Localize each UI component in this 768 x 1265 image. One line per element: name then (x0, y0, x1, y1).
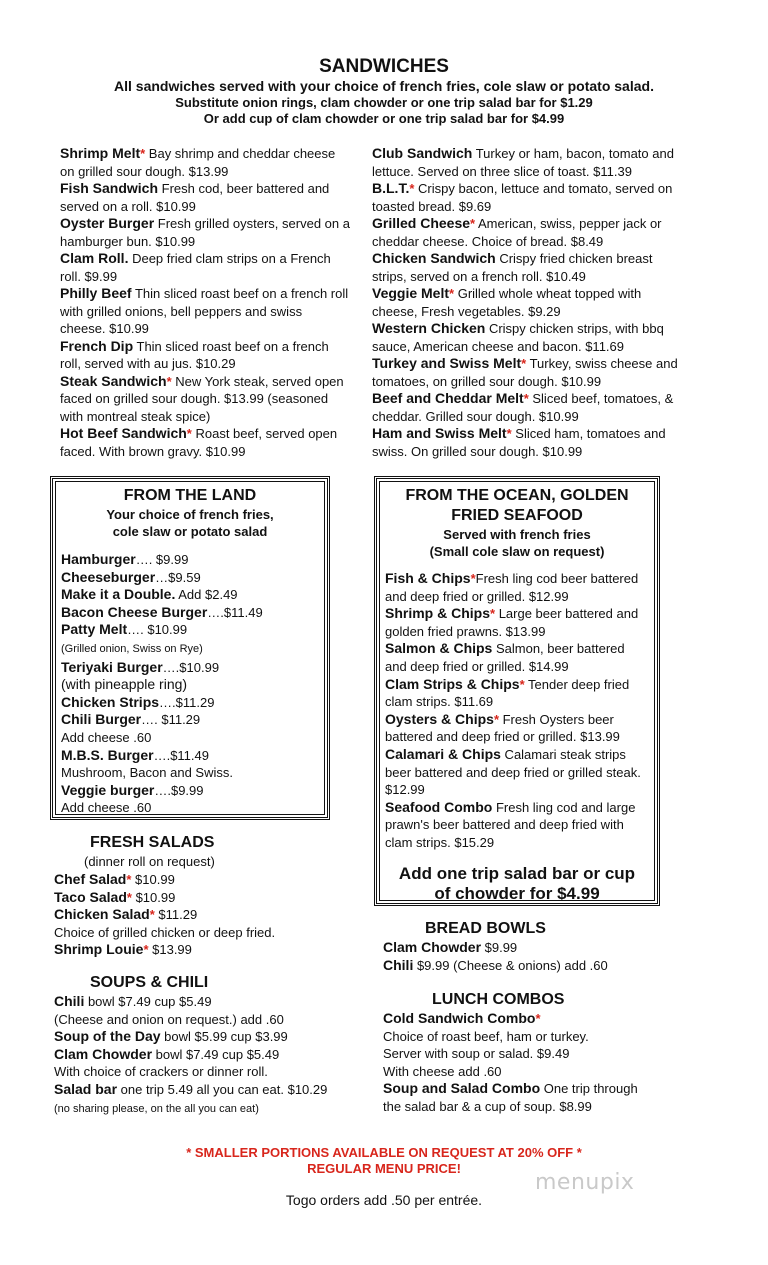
bread-items (383, 939, 683, 974)
sandwich-item (372, 180, 682, 215)
item-description: Choice of grilled chicken or deep fried. (54, 924, 276, 940)
ocean-subtitle-2: (Small cole slaw on request) (429, 544, 605, 559)
item-name: Taco Salad (54, 888, 127, 905)
item-name: Western Chicken (372, 320, 486, 336)
sandwiches-substitute-note: Substitute onion rings, clam chowder or one trip salad bar for $1.29 (175, 95, 593, 110)
item-name: Seafood Combo (385, 798, 493, 815)
combo-item (383, 1010, 683, 1028)
soups-chili-section (54, 973, 374, 1118)
item-description: bowl $5.99 cup $3.99 (160, 1029, 288, 1045)
item-name: Chef Salad (54, 871, 127, 887)
combos-title: LUNCH COMBOS (432, 991, 565, 1008)
item-name: Steak Sandwich (60, 372, 167, 389)
smaller-portions-note (0, 1145, 768, 1177)
item-description: ….$11.49 (153, 747, 209, 763)
item-name: Chicken Strips (61, 693, 160, 710)
smaller-portions-line-1: * SMALLER PORTIONS AVAILABLE ON REQUEST AT 20% OFF * (186, 1145, 582, 1160)
land-item (61, 586, 319, 604)
item-name: Fish Sandwich (60, 180, 159, 196)
soup-item (54, 1046, 374, 1064)
item-description: Grilled whole wheat topped with cheese, Fresh vegetables. $9.29 (372, 286, 642, 319)
item-name: Chili Burger (61, 711, 142, 728)
item-description: …. $11.29 (141, 712, 201, 728)
item-description: …$9.59 (155, 569, 201, 585)
item-name: Clam Roll. (60, 250, 129, 266)
sandwiches-header (0, 56, 768, 127)
ocean-addon-1: Add one trip salad bar or cup (398, 863, 636, 883)
item-description: (with pineapple ring) (61, 676, 188, 693)
sandwiches-right-column (372, 145, 682, 460)
soups-items (54, 993, 374, 1118)
item-description: Calamari steak strips beer battered and deep fried or grilled steak. $12.99 (385, 746, 641, 798)
item-description: Large beer battered and golden fried prawns. $13.99 (385, 606, 639, 639)
land-item (61, 782, 319, 800)
asterisk-mark: * (149, 907, 155, 923)
land-subtitle-2: cole slaw or potato salad (112, 524, 268, 539)
item-description: Crispy fried chicken breast strips, served on a french roll. $10.49 (372, 251, 653, 284)
land-item (61, 711, 319, 729)
item-name: Chili (54, 993, 85, 1009)
combo-item (383, 1045, 683, 1063)
land-item (61, 676, 319, 694)
soup-item (54, 1063, 374, 1081)
soups-title: SOUPS & CHILI (90, 974, 209, 991)
salad-item (54, 924, 354, 942)
sandwich-item (372, 145, 682, 180)
sandwich-item (60, 180, 350, 215)
item-description: (Grilled onion, Swiss on Rye) (61, 642, 203, 655)
item-description: …. $9.99 (135, 552, 189, 567)
item-name: Veggie burger (61, 781, 155, 798)
sandwich-item (60, 250, 350, 285)
item-name: Philly Beef (60, 285, 132, 301)
asterisk-mark: * (166, 373, 172, 389)
item-name: Veggie Melt (372, 285, 450, 301)
item-description: $13.99 (148, 942, 192, 958)
item-description: ….$10.99 (162, 659, 220, 675)
item-name: Teriyaki Burger (61, 658, 163, 675)
sandwiches-title: SANDWICHES (319, 56, 449, 77)
sandwich-item (60, 373, 350, 426)
fresh-salads-section (54, 833, 354, 959)
item-description: bowl $7.49 cup $5.49 (152, 1046, 280, 1062)
salad-item (54, 871, 354, 889)
salads-title: FRESH SALADS (90, 834, 215, 851)
item-description: American, swiss, pepper jack or cheddar cheese. Choice of bread. $8.49 (372, 216, 662, 249)
item-description: (Cheese and onion on request.) add .60 (54, 1011, 284, 1027)
item-description: Add cheese .60 (61, 729, 152, 745)
seafood-item (385, 676, 649, 711)
item-description: the salad bar & a cup of soup. $8.99 (383, 1098, 592, 1114)
item-description: Fresh grilled oysters, served on a hamburger bun. $10.99 (60, 216, 350, 249)
seafood-item (385, 746, 649, 799)
item-name: Chicken Sandwich (372, 250, 496, 266)
item-name: Fish & Chips (385, 570, 471, 586)
item-name: Hot Beef Sandwich (60, 425, 187, 441)
item-description: Mushroom, Bacon and Swiss. (61, 765, 233, 781)
togo-note: Togo orders add .50 per entrée. (285, 1192, 483, 1208)
combo-item (383, 1080, 683, 1098)
asterisk-mark: * (449, 286, 455, 301)
item-name: Hamburger (61, 551, 136, 567)
seafood-item (385, 711, 649, 746)
item-description: Roast beef, served open faced. With brown gravy. $10.99 (60, 426, 338, 459)
asterisk-mark: * (470, 571, 476, 586)
land-item (61, 799, 319, 817)
item-description: Sliced beef, tomatoes, & cheddar. Grilled sour dough. $10.99 (372, 391, 674, 424)
asterisk-mark: * (126, 872, 132, 887)
item-name: Grilled Cheese (372, 215, 471, 231)
land-items (61, 551, 319, 817)
bread-title: BREAD BOWLS (425, 920, 546, 937)
item-description: With cheese add .60 (383, 1063, 502, 1079)
combo-item (383, 1098, 683, 1116)
sandwich-item (372, 250, 682, 285)
item-name: Bacon Cheese Burger (61, 603, 208, 620)
item-description: Turkey or ham, bacon, tomato and lettuce. Served on three slice of toast. $11.39 (372, 146, 674, 179)
item-description: $9.99 (481, 940, 518, 955)
seafood-item (385, 799, 649, 852)
item-description: Salmon, beer battered and deep fried or grilled. $14.99 (385, 641, 625, 674)
seafood-item (385, 605, 649, 640)
bread-bowl-item (383, 939, 683, 957)
item-description: Turkey, swiss cheese and tomatoes, on grilled sour dough. $10.99 (372, 356, 678, 389)
combo-item (383, 1028, 683, 1046)
soup-item (54, 1011, 374, 1029)
item-description: Choice of roast beef, ham or turkey. (383, 1028, 589, 1044)
land-item (61, 747, 319, 765)
salad-item (54, 941, 354, 959)
ocean-addon-2: of chowder for $4.99 (434, 883, 600, 903)
item-description: $10.99 (131, 889, 176, 905)
salad-item (54, 889, 354, 907)
item-name: Ham and Swiss Melt (372, 425, 507, 441)
item-description: …. $10.99 (127, 622, 188, 638)
sandwiches-subtitle: All sandwiches served with your choice of french fries, cole slaw or potato salad. (114, 78, 654, 94)
sandwich-item (372, 355, 682, 390)
item-name: Calamari & Chips (385, 745, 501, 762)
smaller-portions-line-2: REGULAR MENU PRICE! (307, 1161, 461, 1176)
seafood-item (385, 640, 649, 675)
item-description: Fresh Oysters beer battered and deep fried or grilled. $13.99 (385, 711, 620, 745)
item-name: Oysters & Chips (385, 710, 494, 727)
sandwiches-left-column (60, 145, 350, 460)
item-description: With choice of crackers or dinner roll. (54, 1064, 268, 1080)
ocean-title-2: FRIED SEAFOOD (451, 507, 583, 524)
asterisk-mark: * (523, 391, 529, 406)
ocean-title-1: FROM THE OCEAN, GOLDEN (405, 487, 629, 504)
item-name: Clam Chowder (54, 1045, 153, 1062)
item-description: Fresh ling cod and large prawn's beer battered and deep fried with clam strips. $15.29 (385, 799, 636, 850)
item-name: Chili (383, 956, 414, 973)
ocean-items (385, 570, 649, 852)
land-item (61, 764, 319, 782)
bread-bowls-section (383, 919, 683, 974)
asterisk-mark: * (490, 606, 496, 622)
sandwich-item (372, 425, 682, 460)
from-the-land-box (50, 476, 330, 820)
item-description: New York steak, served open faced on grilled sour dough. $13.99 (seasoned with montreal steak spice) (60, 373, 344, 424)
item-description: Bay shrimp and cheddar cheese on grilled sour dough. $13.99 (60, 146, 336, 179)
item-name: Patty Melt (61, 621, 128, 638)
item-description: Crispy bacon, lettuce and tomato, served on toasted bread. $9.69 (372, 181, 673, 214)
item-name: French Dip (60, 337, 134, 354)
item-description: Tender deep fried clam strips. $11.69 (385, 676, 630, 710)
asterisk-mark: * (126, 889, 132, 905)
item-name: Beef and Cheddar Melt (372, 390, 524, 406)
item-name: Shrimp & Chips (385, 605, 491, 622)
item-name: Shrimp Melt (60, 145, 141, 161)
item-name: Cheeseburger (61, 568, 156, 585)
land-item (61, 694, 319, 712)
land-item (61, 604, 319, 622)
asterisk-mark: * (409, 181, 415, 196)
asterisk-mark: * (493, 711, 499, 727)
item-description: One trip through (540, 1081, 638, 1097)
menupix-watermark: menupix (535, 1170, 635, 1195)
item-description: ….$9.99 (154, 782, 204, 798)
sandwich-item (372, 285, 682, 320)
item-description: Fresh cod, beer battered and served on a roll. $10.99 (60, 181, 330, 214)
sandwich-item (60, 425, 350, 460)
asterisk-mark: * (140, 146, 146, 161)
item-description: Crispy chicken strips, with bbq sauce, American cheese and bacon. $11.69 (372, 321, 664, 354)
soup-item (54, 993, 374, 1011)
item-description: bowl $7.49 cup $5.49 (84, 994, 212, 1009)
item-description: $9.99 (Cheese & onions) add .60 (413, 957, 608, 973)
land-item (61, 569, 319, 587)
item-name: M.B.S. Burger (61, 746, 154, 763)
land-item (61, 639, 319, 659)
lunch-combos-section (383, 990, 683, 1116)
soup-item (54, 1028, 374, 1046)
sandwich-item (372, 390, 682, 425)
item-description: Sliced ham, tomatoes and swiss. On grilled sour dough. $10.99 (372, 426, 666, 459)
combo-item (383, 1063, 683, 1081)
land-item (61, 621, 319, 639)
asterisk-mark: * (143, 942, 149, 958)
sandwich-item (60, 285, 350, 338)
salads-note: (dinner roll on request) (84, 854, 215, 869)
item-name: Salmon & Chips (385, 640, 493, 657)
salads-items (54, 871, 354, 959)
item-name: Cold Sandwich Combo (383, 1010, 536, 1026)
item-description: ….$11.29 (159, 694, 215, 710)
asterisk-mark: * (506, 426, 512, 441)
salad-item (54, 906, 354, 924)
item-name: Oyster Burger (60, 215, 155, 231)
item-name: Salad bar (54, 1080, 118, 1097)
sandwich-item (60, 215, 350, 250)
item-description: Server with soup or salad. $9.49 (383, 1046, 570, 1062)
item-description: Deep fried clam strips on a French roll. $9.99 (60, 251, 331, 284)
item-description: ….$11.49 (207, 604, 263, 620)
item-name: B.L.T. (372, 180, 410, 196)
land-item (61, 659, 319, 677)
sandwich-item (60, 145, 350, 180)
item-name: Clam Chowder (383, 939, 482, 955)
item-description: Thin sliced roast beef on a french roll with grilled onions, bell peppers and swiss cheese. $10.99 (60, 286, 349, 336)
item-description: (no sharing please, on the all you can eat) (54, 1102, 259, 1115)
item-description: one trip 5.49 all you can eat. $10.29 (117, 1081, 328, 1097)
asterisk-mark: * (186, 426, 192, 441)
asterisk-mark: * (521, 356, 527, 371)
item-name: Chicken Salad (54, 906, 150, 923)
item-description: $10.99 (131, 872, 175, 887)
soup-item (54, 1099, 374, 1119)
land-item (61, 551, 319, 569)
item-name: Soup and Salad Combo (383, 1080, 541, 1097)
item-description: Fresh ling cod beer battered and deep fried or grilled. $12.99 (385, 571, 639, 604)
item-name: Soup of the Day (54, 1028, 161, 1045)
item-name: Clam Strips & Chips (385, 675, 520, 692)
asterisk-mark: * (519, 676, 525, 692)
sandwich-item (372, 215, 682, 250)
item-description: Add $2.49 (175, 587, 238, 603)
combos-items (383, 1010, 683, 1116)
item-name: Turkey and Swiss Melt (372, 355, 522, 371)
land-item (61, 729, 319, 747)
item-name: Make it a Double. (61, 586, 176, 603)
asterisk-mark: * (535, 1011, 541, 1026)
seafood-item (385, 570, 649, 605)
bread-bowl-item (383, 957, 683, 975)
land-title: FROM THE LAND (123, 487, 257, 504)
land-subtitle-1: Your choice of french fries, (106, 507, 274, 522)
from-the-ocean-box (374, 476, 660, 906)
sandwiches-addon-note: Or add cup of clam chowder or one trip salad bar for $4.99 (203, 111, 565, 126)
sandwich-item (60, 338, 350, 373)
ocean-subtitle-1: Served with french fries (443, 527, 591, 542)
soup-item (54, 1081, 374, 1099)
item-name: Club Sandwich (372, 145, 473, 161)
asterisk-mark: * (470, 216, 476, 231)
sandwich-item (372, 320, 682, 355)
item-description: Add cheese .60 (61, 800, 152, 816)
item-description: $11.29 (154, 907, 198, 923)
item-description: Thin sliced roast beef on a french roll, served with au jus. $10.29 (60, 338, 329, 371)
item-name: Shrimp Louie (54, 941, 144, 958)
